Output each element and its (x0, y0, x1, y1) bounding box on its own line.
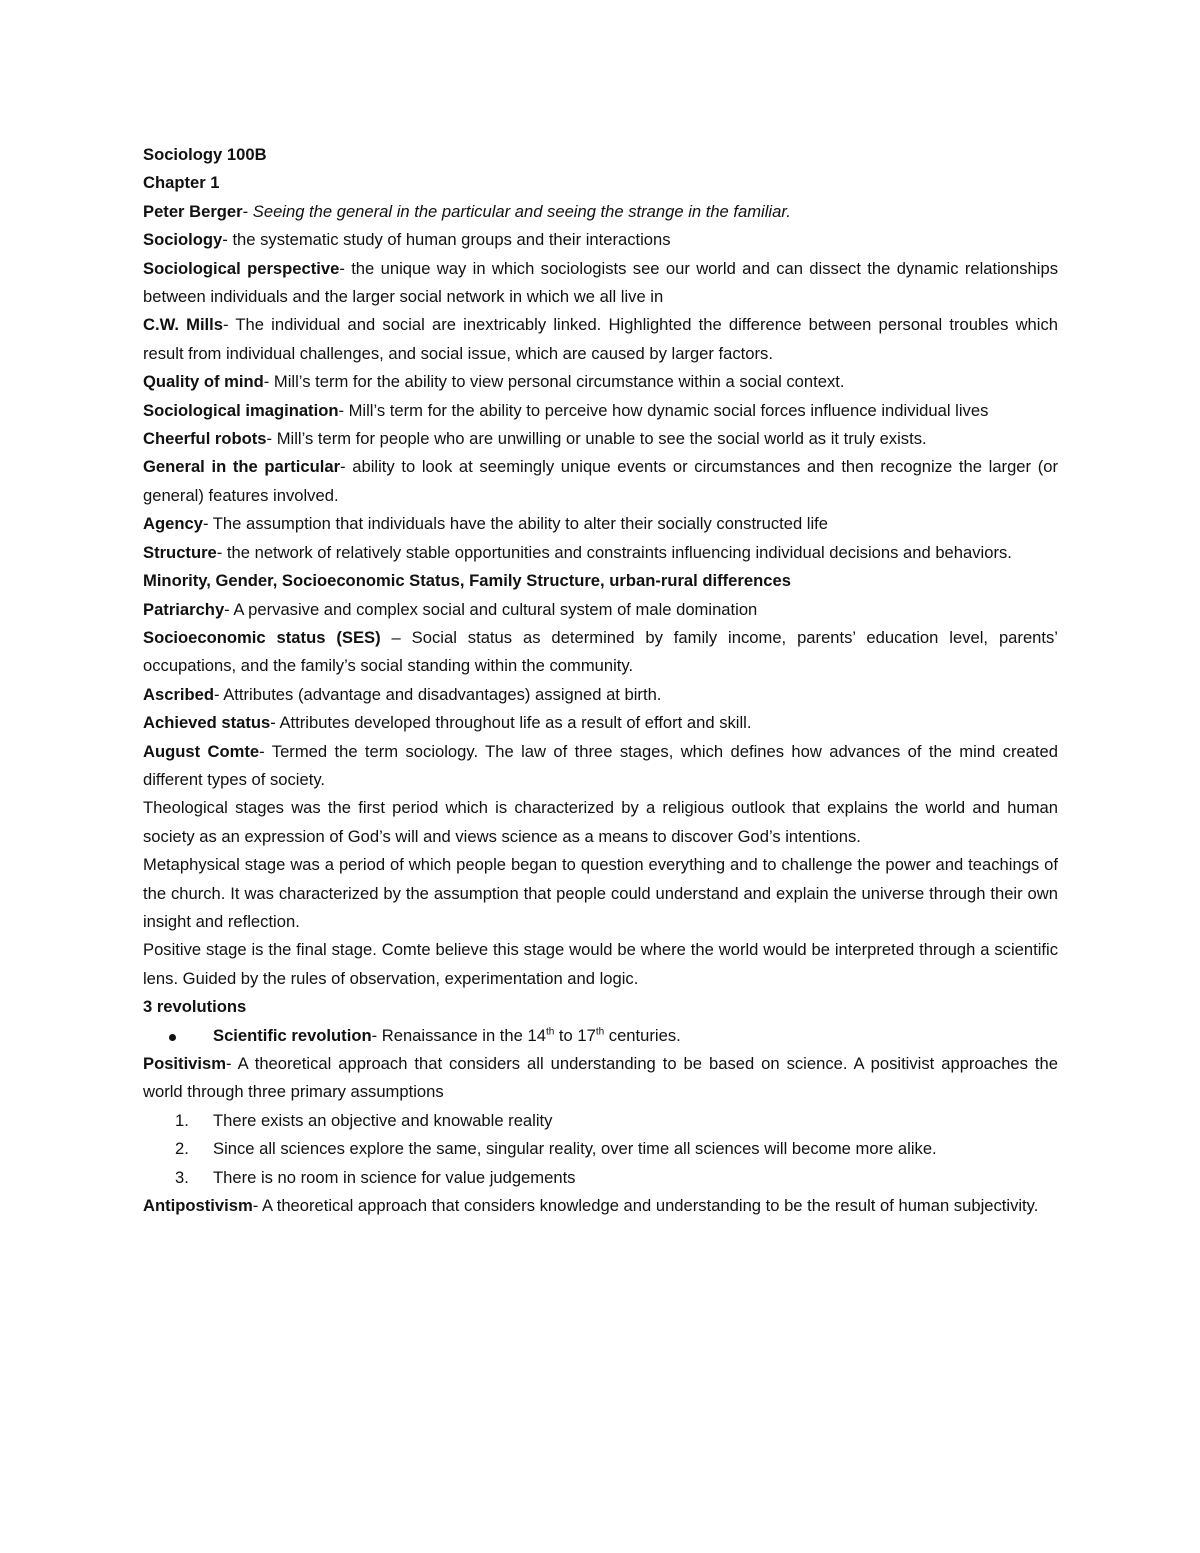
definition-term: Cheerful robots (143, 429, 267, 449)
definition-term: General in the particular (143, 457, 341, 477)
definition-entry: Socioeconomic status (SES) – Social status as determined by family income, parents’ education level, parents’ occupations, and the family’s social standing within the community. (143, 627, 1058, 676)
definition-term: Sociology (143, 230, 223, 250)
definition-text: the unique way in which sociologists see our world and can dissect the dynamic relationships between individuals and the larger social network in which we all live in (143, 258, 1058, 307)
document-title: Sociology 100B (143, 145, 267, 164)
definition-term: Positivism (143, 1054, 227, 1073)
definition-text: the systematic study of human groups and their interactions (227, 230, 671, 250)
numbered-item: 3. There is no room in science for value judgements (143, 1164, 1058, 1192)
definition-text: ability to look at seemingly unique events or circumstances and then recognize the larger (or general) features involved. (143, 457, 1058, 505)
stage-paragraph-theological: Theological stages was the first period which is characterized by a religious outlook that explains the world and human society as an expression of God’s will and views science as a means to discover God’s intentions. (143, 798, 1058, 846)
definition-term: Sociological perspective (143, 258, 340, 278)
definition-term: C.W. Mills (143, 315, 224, 335)
document-page (143, 141, 1058, 1220)
definition-entry: General in the particular- ability to look at seemingly unique events or circumstances and then recognize the larger (or general) features involved. (143, 457, 1058, 505)
definition-text: Termed the term sociology. The law of three stages, which defines how advances of the mind created different types of society. (143, 741, 1058, 789)
definition-entry: Ascribed- Attributes (advantage and disadvantages) assigned at birth. (143, 684, 662, 704)
definition-entry: Patriarchy- A pervasive and complex social and cultural system of male domination (143, 599, 758, 619)
stage-paragraph-metaphysical: Metaphysical stage was a period of which people began to question everything and to challenge the power and teachings of the church. It was characterized by the assumption that people could understand and explain the universe through their own insight and reflection. (143, 855, 1058, 931)
definition-term: Agency (143, 514, 203, 534)
numbered-item: 2. Since all sciences explore the same, singular reality, over time all sciences will become more alike. (143, 1135, 1058, 1163)
definition-text: Seeing the general in the particular and seeing the strange in the familiar. (248, 201, 791, 221)
definition-text: A theoretical approach that considers all understanding to be based on science. A positivist approaches the world through three primary assumptions (143, 1054, 1058, 1102)
definition-entry: Positivism- A theoretical approach that considers all understanding to be based on science. A positivist approaches the world through three primary assumptions (143, 1054, 1058, 1102)
factors-heading: Minority, Gender, Socioeconomic Status, Family Structure, urban-rural differences (143, 571, 791, 591)
definition-text: The assumption that individuals have the ability to alter their socially constructed life (208, 514, 829, 534)
definition-text: Mill’s term for people who are unwilling or unable to see the social world as it truly exists. (272, 429, 927, 449)
definition-term: Socioeconomic status (SES) (143, 627, 381, 647)
stage-paragraph-positive: Positive stage is the final stage. Comte believe this stage would be where the world would be interpreted through a scientific lens. Guided by the rules of observation, experimentation and logic. (143, 940, 1058, 988)
definition-term: Quality of mind (143, 372, 264, 392)
definition-entry: Structure- the network of relatively stable opportunities and constraints influencing individual decisions and behaviors. (143, 542, 1012, 562)
bullet-dot-icon (169, 1034, 176, 1041)
definition-term: Achieved status (143, 713, 271, 733)
bullet-item: Scientific revolution- Renaissance in the 14th to 17th centuries. (143, 1022, 1058, 1050)
definition-term: Scientific revolution (213, 1025, 372, 1045)
definition-text: the network of relatively stable opportunities and constraints influencing individual decisions and behaviors. (222, 542, 1012, 562)
definition-entry: Agency- The assumption that individuals have the ability to alter their socially constructed life (143, 514, 829, 534)
item-number: 1. (175, 1110, 189, 1130)
definition-entry: Sociological imagination- Mill’s term for the ability to perceive how dynamic social forces influence individual lives (143, 400, 989, 420)
definition-term: August Comte (143, 741, 260, 761)
definition-text: Attributes (advantage and disadvantages) assigned at birth. (219, 684, 662, 704)
definition-entry: Sociological perspective- the unique way in which sociologists see our world and can dissect the dynamic relationships between individuals and the larger social network in which we all live in (143, 258, 1058, 307)
definition-text: Social status as determined by family income, parents’ education level, parents’ occupations, and the family’s social standing within the community. (143, 627, 1058, 676)
definition-entry: C.W. Mills- The individual and social are inextricably linked. Highlighted the difference between personal troubles which result from individual challenges, and social issue, which are caused by larger factors. (143, 315, 1058, 363)
chapter-heading: Chapter 1 (143, 173, 220, 193)
definition-entry: Peter Berger- Seeing the general in the particular and seeing the strange in the familiar. (143, 201, 791, 221)
definition-term: Sociological imagination (143, 400, 339, 420)
definition-term: Structure (143, 542, 217, 562)
definition-text: Mill’s term for the ability to view personal circumstance within a social context. (269, 372, 845, 392)
definition-term: Antipostivism (143, 1196, 253, 1216)
definition-term: Ascribed (143, 684, 215, 704)
definition-entry: Antipostivism- A theoretical approach that considers knowledge and understanding to be the result of human subjectivity. (143, 1196, 1039, 1216)
numbered-item: 1. There exists an objective and knowable reality (143, 1107, 1058, 1135)
definition-text: Mill’s term for the ability to perceive how dynamic social forces influence individual lives (344, 400, 989, 420)
definition-term: Patriarchy (143, 599, 225, 619)
definition-entry: August Comte- Termed the term sociology. The law of three stages, which defines how advances of the mind created different types of society. (143, 741, 1058, 789)
definition-text: A theoretical approach that considers knowledge and understanding to be the result of human subjectivity. (258, 1196, 1039, 1216)
definition-term: Peter Berger (143, 201, 243, 221)
definition-entry: Sociology- the systematic study of human groups and their interactions (143, 230, 671, 250)
definition-text: The individual and social are inextricably linked. Highlighted the difference between personal troubles which result from individual challenges, and social issue, which are caused by larger factors. (143, 315, 1058, 363)
definition-text: Attributes developed throughout life as a result of effort and skill. (275, 713, 752, 733)
revolutions-heading: 3 revolutions (143, 997, 247, 1017)
item-number: 3. (175, 1167, 189, 1187)
definition-text: A pervasive and complex social and cultural system of male domination (229, 599, 758, 619)
definition-entry: Achieved status- Attributes developed throughout life as a result of effort and skill. (143, 713, 752, 733)
item-number: 2. (175, 1139, 189, 1159)
definition-entry: Cheerful robots- Mill’s term for people who are unwilling or unable to see the social world as it truly exists. (143, 429, 927, 449)
definition-entry: Quality of mind- Mill’s term for the ability to view personal circumstance within a social context. (143, 372, 845, 392)
